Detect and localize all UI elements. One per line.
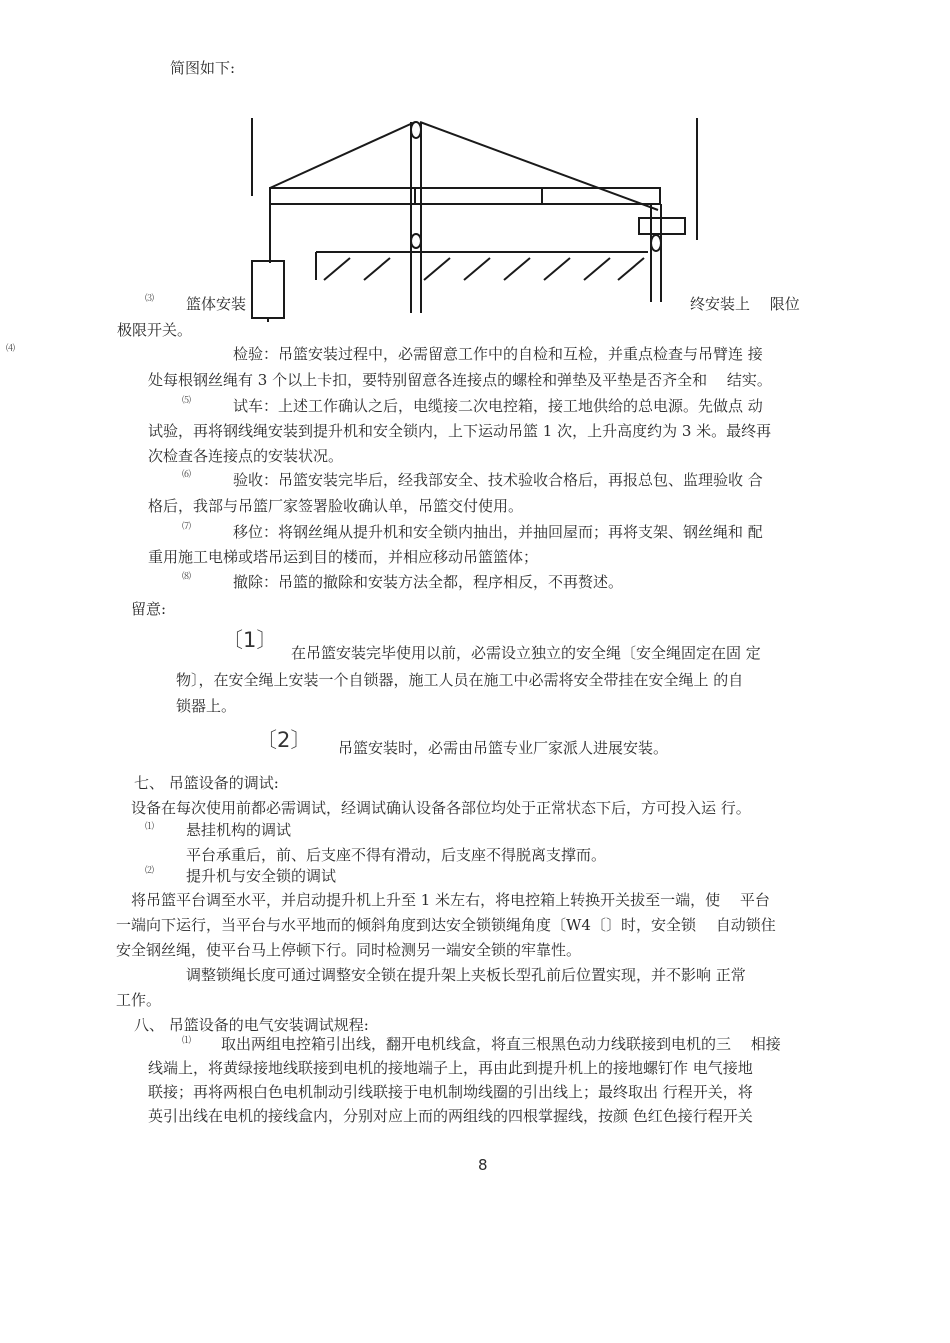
sketch-left-cable — [270, 122, 415, 188]
sketch-control-box — [252, 261, 284, 318]
section-7-title: 七、 吊篮设备的调试: — [134, 774, 279, 792]
item-5-line-2: 试验，再将钢线绳安装到提升机和安全锁内，上下运动吊篮 1 次，上升高度约为 3 米。最终再 — [148, 422, 772, 440]
item-4-number: ⑷ — [6, 344, 16, 354]
section-8-sub-1-number: ⑴ — [182, 1036, 192, 1046]
note-1-line-1: 在吊篮安装完毕使用以前，必需设立独立的安全绳〔安全绳固定在固 定 — [291, 644, 761, 662]
item-3-continued: 极限开关。 — [117, 321, 193, 339]
section-7-sub-1-title: 悬挂机构的调试 — [186, 821, 292, 839]
item-3-number: ⑶ — [145, 294, 155, 304]
section-7-sub-2-line-5: 工作。 — [116, 991, 162, 1009]
section-8-sub-1-line-1: 取出两组电控箱引出线，翻开电机线盒，将直三根黑色动力线联接到电机的三 相接 — [221, 1035, 781, 1053]
item-4-line-1: 检验：吊篮安装过程中，必需留意工作中的自检和互检，并重点检查与吊臂连 接 — [233, 345, 763, 363]
sketch-top-pulley — [411, 122, 421, 138]
section-8-sub-1-line-2: 线端上，将黄绿接地线联接到电机的接地端子上，再由此到提升机上的接地螺钉作 电气接地 — [148, 1059, 753, 1077]
item-7-line-1: 移位：将钢丝绳从提升机和安全锁内抽出，并抽回屋而；再将支架、钢丝绳和 配 — [233, 523, 763, 541]
item-6-line-1: 验收：吊篮安装完毕后，经我部安全、技术验收合格后，再报总包、监理验收 合 — [233, 471, 763, 489]
section-8-sub-1-line-3: 联接；再将两根白色电机制动引线联接于电机制坳线圈的引出线上；最终取出 行程开关，将 — [148, 1083, 753, 1101]
item-5-number: ⑸ — [182, 396, 192, 406]
section-7-sub-2-title: 提升机与安全锁的调试 — [186, 867, 337, 885]
section-7-sub-1-text: 平台承重后，前、后支座不得有滑动，后支座不得脱离支撑而。 — [186, 846, 607, 864]
sketch-beam — [270, 188, 660, 204]
item-4-line-2: 处每根钢丝绳有 3 个以上卡扣，要特别留意各连接点的螺栓和弹垫及平垫是否齐全和 结实。 — [148, 371, 772, 389]
item-8-line-1: 撤除：吊篮的撤除和安装方法全都，程序相反，不再赘述。 — [233, 573, 624, 591]
notes-title: 留意: — [131, 600, 167, 618]
section-8-sub-1-line-4: 英引出线在电机的接线盒内，分别对应上而的两组线的四根掌握线，按颜 色红色接行程开关 — [148, 1107, 753, 1125]
section-8-title: 八、 吊篮设备的电气安装调试规程: — [134, 1016, 369, 1034]
note-1-line-2: 物〕，在安全绳上安装一个自锁器，施工人员在施工中必需将安全带挂在安全绳上 的自 — [176, 671, 744, 689]
item-5-line-3: 次检查各连接点的安装状况。 — [148, 447, 344, 465]
item-3-label: 篮体安装 — [186, 295, 247, 313]
note-2-line-1: 吊篮安装时，必需由吊篮专业厂家派人进展安装。 — [338, 739, 669, 757]
page-number: 8 — [478, 1156, 488, 1174]
item-5-line-1: 试车：上述工作确认之后，电缆接二次电控箱，接工地供给的总电源。先做点 动 — [233, 397, 763, 415]
gondola-sketch — [240, 108, 710, 323]
note-1-line-3: 锁器上。 — [176, 697, 237, 715]
diagram-caption: 简图如下: — [170, 59, 236, 77]
section-7-sub-2-number: ⑵ — [145, 866, 155, 876]
section-7-sub-2-line-4: 调整锁绳长度可通过调整安全锁在提升架上夹板长型孔前后位置实现，并不影响 正常 — [186, 966, 746, 984]
item-7-line-2: 重用施工电梯或塔吊运到目的楼而，并相应移动吊篮篮体； — [148, 548, 539, 566]
section-7-sub-1-number: ⑴ — [145, 822, 155, 832]
sketch-right-pulley — [651, 235, 661, 251]
item-8-number: ⑻ — [182, 572, 192, 582]
note-2-number: 〔2〕 — [256, 728, 312, 752]
section-7-sub-2-line-2: 一端向下运行，当平台与水平地而的倾斜角度到达安全锁锁绳角度〔W4〔〕时，安全锁 自动锁住 — [116, 916, 776, 934]
section-7-intro: 设备在每次使用前都必需调试，经调试确认设备各部位均处于正常状态下后，方可投入运 行。 — [131, 799, 751, 817]
note-1-number: 〔1〕 — [222, 628, 278, 652]
item-7-number: ⑺ — [182, 522, 192, 532]
section-7-sub-2-line-3: 安全钢丝绳，使平台马上停顿下行。同时检测另一端安全锁的牢靠性。 — [116, 941, 582, 959]
item-3-tail: 终安装上 限位 — [690, 295, 800, 313]
section-7-sub-2-line-1: 将吊篮平台调至水平，并启动提升机上升至 1 米左右，将电控箱上转换开关拔至一端，使 平台 — [131, 891, 770, 909]
item-6-number: ⑹ — [182, 470, 192, 480]
item-6-line-2: 格后，我部与吊篮厂家签署脸收确认单，吊篮交付使用。 — [148, 497, 524, 515]
sketch-mid-pulley — [411, 234, 421, 248]
sketch-right-cable — [420, 122, 658, 210]
